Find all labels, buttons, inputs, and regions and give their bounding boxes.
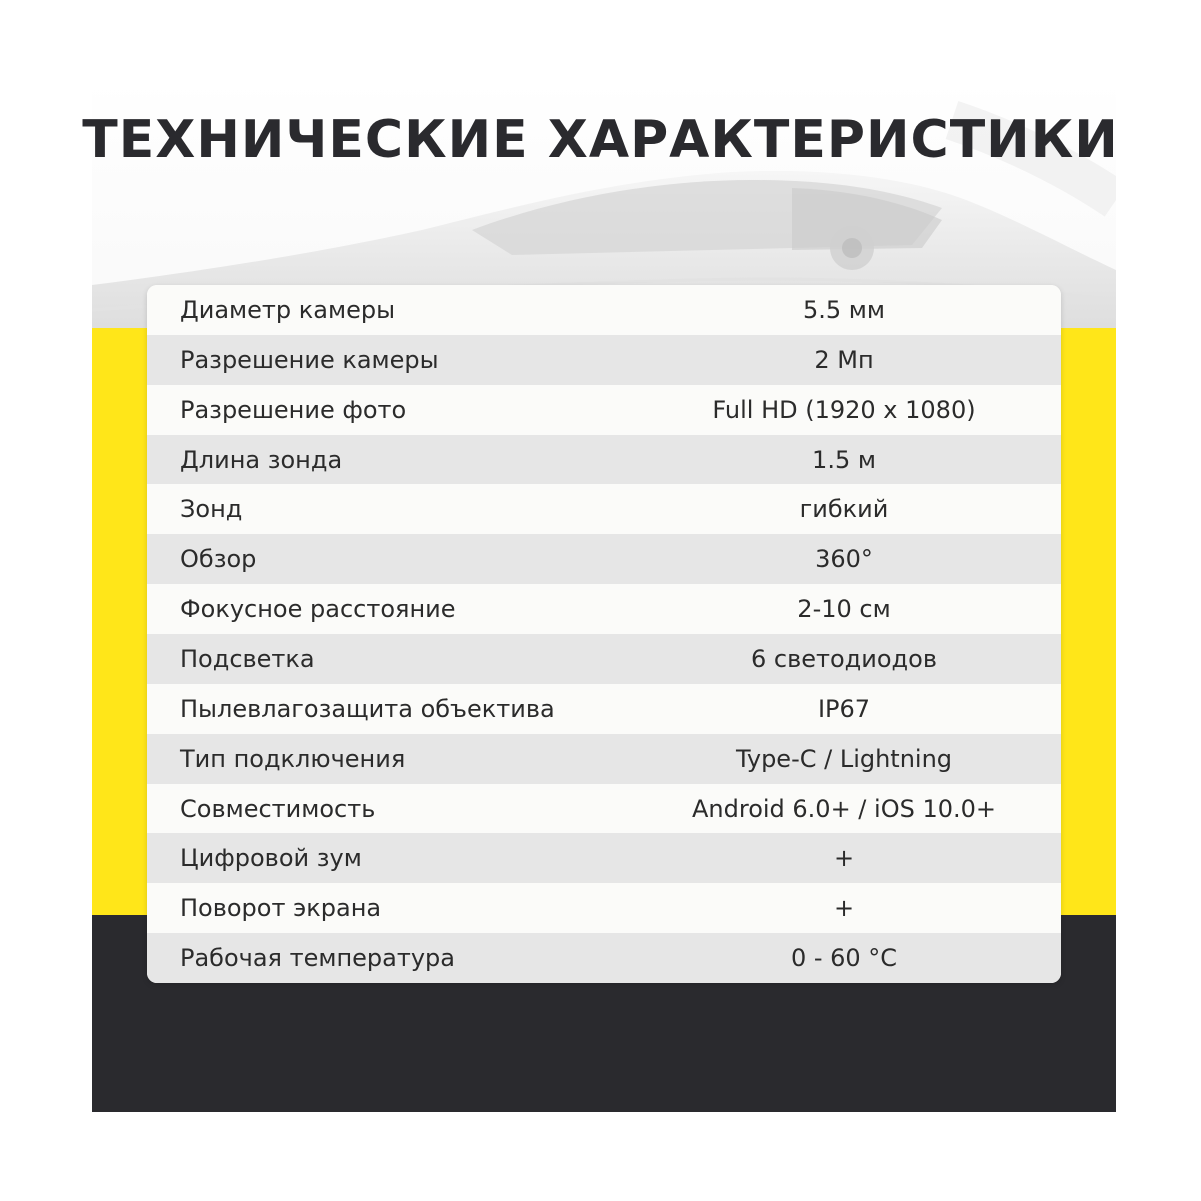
spec-label: Подсветка: [180, 644, 315, 673]
spec-row: [147, 784, 1061, 834]
spec-row: [147, 435, 1061, 485]
spec-table: [147, 285, 1061, 983]
spec-value: Type-C / Lightning: [735, 744, 953, 773]
spec-value: 0 - 60 °С: [790, 944, 898, 973]
spec-value: 2 Мп: [814, 345, 874, 374]
spec-row: [147, 933, 1061, 983]
spec-value: 5.5 мм: [802, 295, 885, 324]
spec-row: [147, 584, 1061, 634]
spec-row: [147, 285, 1061, 335]
spec-label: Пылевлагозащита объектива: [180, 694, 555, 723]
spec-value: гибкий: [799, 495, 889, 524]
spec-value: Full HD (1920 x 1080): [712, 395, 976, 424]
spec-value: 360°: [815, 545, 873, 574]
spec-label: Разрешение фото: [180, 395, 407, 424]
spec-label: Длина зонда: [180, 445, 343, 474]
page-title: ТЕХНИЧЕСКИЕ ХАРАКТЕРИСТИКИ: [82, 110, 1119, 170]
spec-value: +: [833, 844, 855, 873]
spec-value: 2-10 см: [797, 595, 891, 624]
spec-row: [147, 385, 1061, 435]
spec-label: Рабочая температура: [180, 944, 455, 973]
spec-row: [147, 734, 1061, 784]
spec-value: +: [833, 894, 855, 923]
spec-row: [147, 684, 1061, 734]
spec-label: Зонд: [180, 495, 243, 524]
spec-row: [147, 335, 1061, 385]
spec-label: Совместимость: [180, 794, 376, 823]
spec-value: IP67: [817, 694, 871, 723]
spec-value: Android 6.0+ / iOS 10.0+: [691, 794, 996, 823]
spec-label: Тип подключения: [180, 744, 406, 773]
spec-row: [147, 534, 1061, 584]
spec-label: Фокусное расстояние: [180, 595, 456, 624]
spec-label: Обзор: [180, 545, 257, 574]
spec-label: Разрешение камеры: [180, 345, 439, 374]
spec-row: [147, 833, 1061, 883]
spec-label: Цифровой зум: [180, 844, 362, 873]
spec-label: Поворот экрана: [180, 894, 382, 923]
spec-label: Диаметр камеры: [180, 295, 396, 324]
spec-value: 1.5 м: [812, 445, 876, 474]
spec-row: [147, 883, 1061, 933]
spec-value: 6 светодиодов: [751, 644, 937, 673]
spec-row: [147, 634, 1061, 684]
spec-row: [147, 484, 1061, 534]
